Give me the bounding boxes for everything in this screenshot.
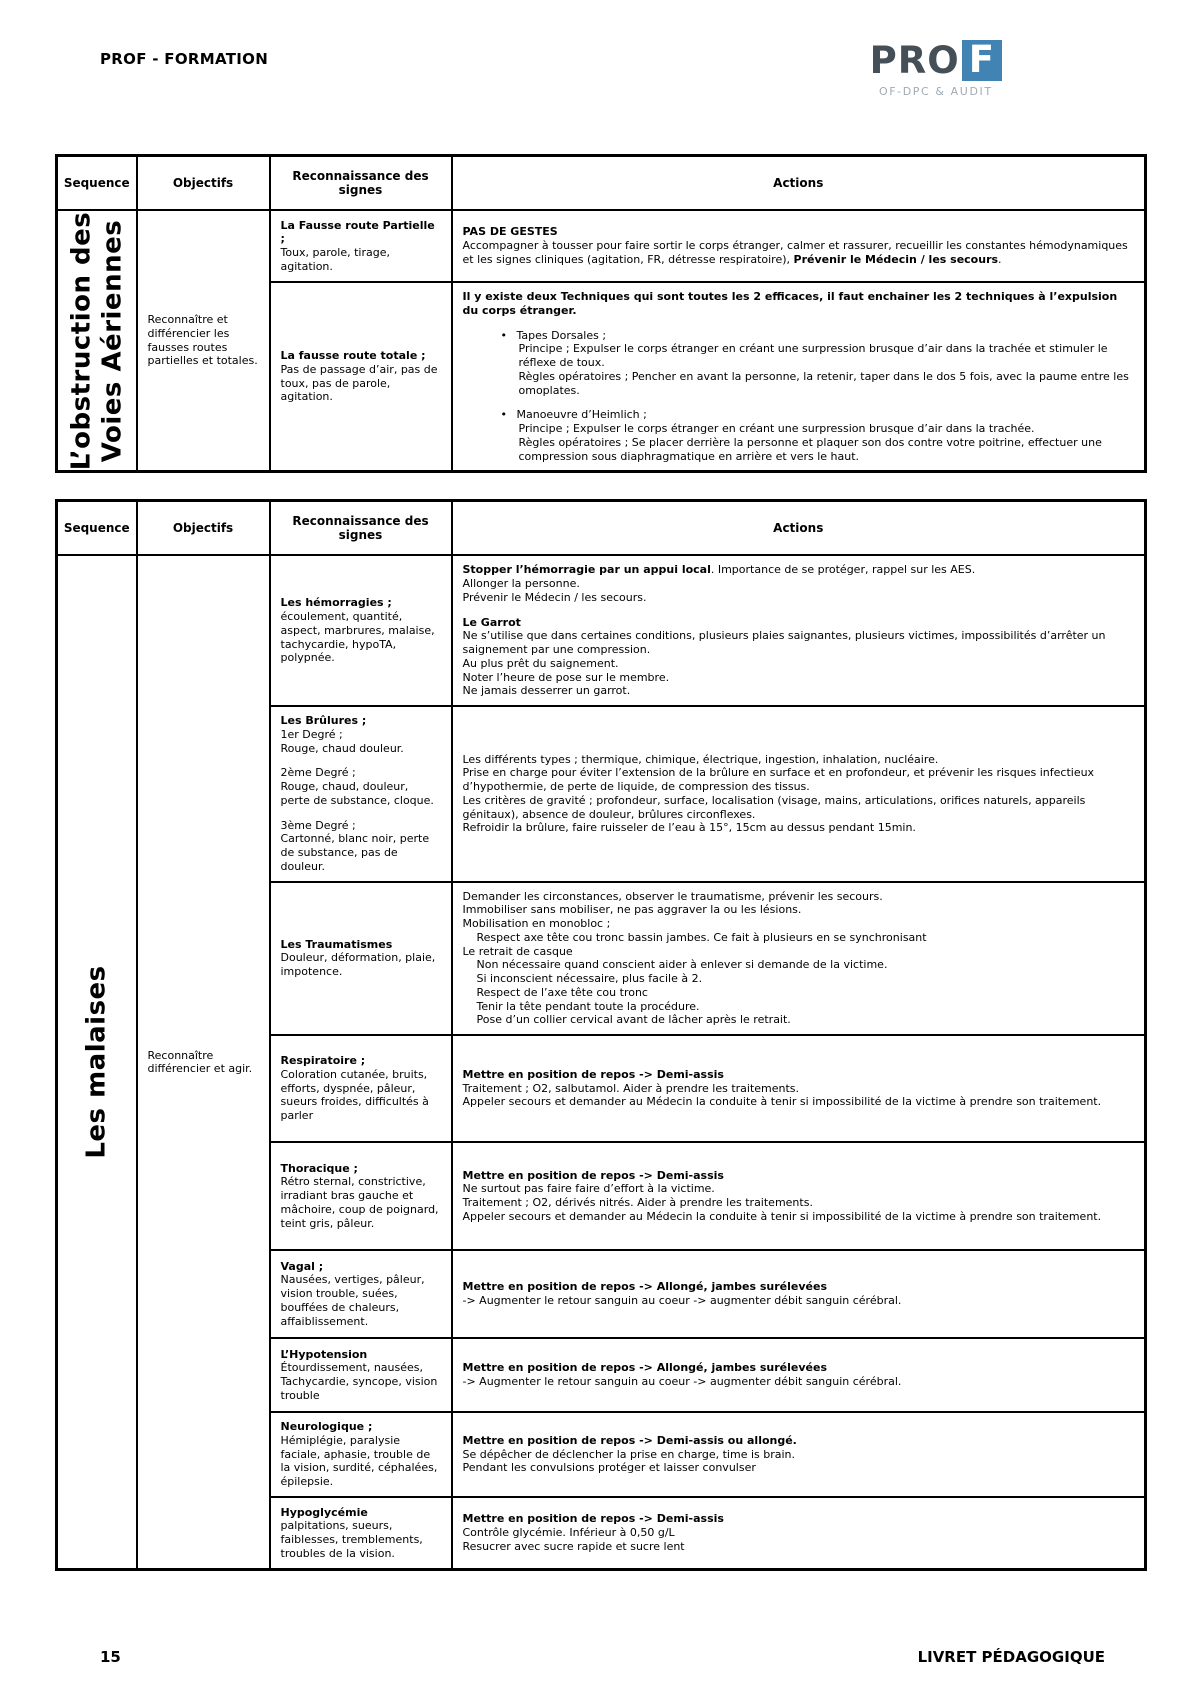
page-footer: [0, 1624, 1200, 1698]
logo-subtitle: OF-DPC & AUDIT: [878, 85, 993, 98]
logo-wordmark: [870, 40, 1002, 81]
column-header-reconnaissance-des-signes: Reconnaissance des signes: [270, 156, 452, 211]
actions-cell: Mettre en position de repos -> Demi-assis Traitement ; O2, salbutamol. Aider à prendre les traitements. Appeler secours et demander au Médecin la conduite à tenir si impossibilité de la victime à prendre son traitement.: [452, 1035, 1146, 1142]
actions-cell: Mettre en position de repos -> Allongé, jambes surélevées -> Augmenter le retour sanguin au coeur -> augmenter débit sanguin cérébral.: [452, 1250, 1146, 1338]
sequence-cell: [57, 555, 137, 1570]
signes-cell: L’Hypotension Étourdissement, nausées, Tachycardie, syncope, vision trouble: [270, 1338, 452, 1412]
column-header-actions: Actions: [452, 501, 1146, 556]
actions-cell: Mettre en position de repos -> Demi-assis ou allongé. Se dépêcher de déclencher la prise en charge, time is brain. Pendant les convulsions protéger et laisser convulser: [452, 1412, 1146, 1497]
table-header-row: [57, 501, 1146, 556]
actions-cell: Il y existe deux Techniques qui sont toutes les 2 efficaces, il faut enchainer les 2 techniques à l’expulsion du corps étranger. • Tapes Dorsales ; Principe ; Expulser le corps étranger en créant une surpression brusque d’air dans la trachée et stimuler le réflexe de toux. Règles opératoires ; Pencher en avant la personne, la retenir, taper dans le dos 5 fois, avec la paume entre les omoplates. • Manoeuvre d’Heimlich ; Principe ; Expulser le corps étranger en créant une surpression brusque d’air dans la trachée. Règles opératoires ; Se placer derrière la personne et plaquer son dos contre votre poitrine, effectuer une compression sous diaphragmatique en arrière et vers le haut.: [452, 282, 1146, 472]
actions-cell: PAS DE GESTES Accompagner à tousser pour faire sortir le corps étranger, calmer et rassurer, recueillir les constantes hémodynamiques et les signes cliniques (agitation, FR, détresse respiratoire), Prévenir le Médecin / les secours.: [452, 210, 1146, 282]
logo-accent-letter: F: [962, 40, 1002, 81]
column-header-sequence: Sequence: [57, 501, 137, 556]
signes-cell: Neurologique ; Hémiplégie, paralysie faciale, aphasie, trouble de la vision, surdité, céphalées, épilepsie.: [270, 1412, 452, 1497]
table-row: [57, 210, 1146, 282]
objectifs-cell: Reconnaître différencier et agir.: [137, 555, 270, 1570]
page-number: 15: [100, 1648, 121, 1666]
actions-cell: Demander les circonstances, observer le traumatisme, prévenir les secours. Immobiliser sans mobiliser, ne pas aggraver la ou les lésions. Mobilisation en monobloc ; Respect axe tête cou tronc bassin jambes. Ce fait à plusieurs en se synchronisant Le retrait de casque Non nécessaire quand conscient aider à enlever si demande de la victime. Si inconscient nécessaire, plus facile à 2. Respect de l’axe tête cou tronc Tenir la tête pendant toute la procédure. Pose d’un collier cervical avant de lâcher après le retrait.: [452, 882, 1146, 1036]
actions-cell: Les différents types ; thermique, chimique, électrique, ingestion, inhalation, nucléaire. Prise en charge pour éviter l’extension de la brûlure en surface et en profondeur, et prévenir les risques infectieux d’hypothermie, de perte de liquide, de compression des tissus. Les critères de gravité ; profondeur, surface, localisation (visage, mains, articulations, orifices naturels, appareils génitaux), absence de douleur, brûlures circonflexes. Refroidir la brûlure, faire ruisseler de l’eau à 15°, 15cm au dessus pendant 15min.: [452, 706, 1146, 882]
table-obstruction-voies-aeriennes: [55, 154, 1147, 473]
signes-cell: Respiratoire ; Coloration cutanée, bruits, efforts, dyspnée, pâleur, sueurs froides, difficultés à parler: [270, 1035, 452, 1142]
actions-cell: Stopper l’hémorragie par un appui local. Importance de se protéger, rappel sur les AES. Allonger la personne. Prévenir le Médecin / les secours. Le Garrot Ne s’utilise que dans certaines conditions, plusieurs plaies saignantes, plusieurs victimes, impossibilités d’arrêter un saignement par une compression. Au plus prêt du saignement. Noter l’heure de pose sur le membre. Ne jamais desserrer un garrot.: [452, 555, 1146, 706]
sequence-title: Les malaises: [81, 965, 112, 1159]
column-header-objectifs: Objectifs: [137, 156, 270, 211]
page-header: [0, 0, 1200, 128]
actions-cell: Mettre en position de repos -> Demi-assis Contrôle glycémie. Inférieur à 0,50 g/L Resucrer avec sucre rapide et sucre lent: [452, 1497, 1146, 1570]
actions-cell: Mettre en position de repos -> Allongé, jambes surélevées -> Augmenter le retour sanguin au coeur -> augmenter débit sanguin cérébral.: [452, 1338, 1146, 1412]
table-row: [57, 555, 1146, 706]
actions-cell: Mettre en position de repos -> Demi-assis Ne surtout pas faire faire d’effort à la victime. Traitement ; O2, dérivés nitrés. Aider à prendre les traitements. Appeler secours et demander au Médecin la conduite à tenir si impossibilité de la victime à prendre son traitement.: [452, 1142, 1146, 1250]
signes-cell: Vagal ; Nausées, vertiges, pâleur, vision trouble, suées, bouffées de chaleurs, affaiblissement.: [270, 1250, 452, 1338]
signes-cell: Hypoglycémie palpitations, sueurs, faiblesses, tremblements, troubles de la vision.: [270, 1497, 452, 1570]
table-header-row: [57, 156, 1146, 211]
document-title: PROF - FORMATION: [100, 50, 269, 68]
column-header-actions: Actions: [452, 156, 1146, 211]
column-header-reconnaissance-des-signes: Reconnaissance des signes: [270, 501, 452, 556]
column-header-sequence: Sequence: [57, 156, 137, 211]
signes-cell: Les Brûlures ; 1er Degré ; Rouge, chaud douleur. 2ème Degré ; Rouge, chaud, douleur, perte de substance, cloque. 3ème Degré ; Cartonné, blanc noir, perte de substance, pas de douleur.: [270, 706, 452, 882]
signes-cell: La fausse route totale ; Pas de passage d’air, pas de toux, pas de parole, agitation.: [270, 282, 452, 472]
booklet-title: LIVRET PÉDAGOGIQUE: [917, 1648, 1105, 1666]
bullet-icon: •: [500, 408, 507, 422]
logo-text: PRO: [869, 39, 960, 82]
signes-cell: Thoracique ; Rétro sternal, constrictive, irradiant bras gauche et mâchoire, coup de poignard, teint gris, pâleur.: [270, 1142, 452, 1250]
page-content: [0, 154, 1200, 1571]
objectifs-cell: Reconnaître et différencier les fausses routes partielles et totales.: [137, 210, 270, 472]
sequence-cell: [57, 210, 137, 472]
column-header-objectifs: Objectifs: [137, 501, 270, 556]
sequence-title: L’obstruction des Voies Aériennes: [66, 211, 127, 470]
signes-cell: La Fausse route Partielle ; Toux, parole, tirage, agitation.: [270, 210, 452, 282]
signes-cell: Les hémorragies ; écoulement, quantité, aspect, marbrures, malaise, tachycardie, hypoTA, polypnée.: [270, 555, 452, 706]
signes-cell: Les Traumatismes Douleur, déformation, plaie, impotence.: [270, 882, 452, 1036]
prof-logo: [870, 40, 1002, 98]
bullet-icon: •: [500, 328, 507, 342]
table-les-malaises: [55, 499, 1147, 1571]
